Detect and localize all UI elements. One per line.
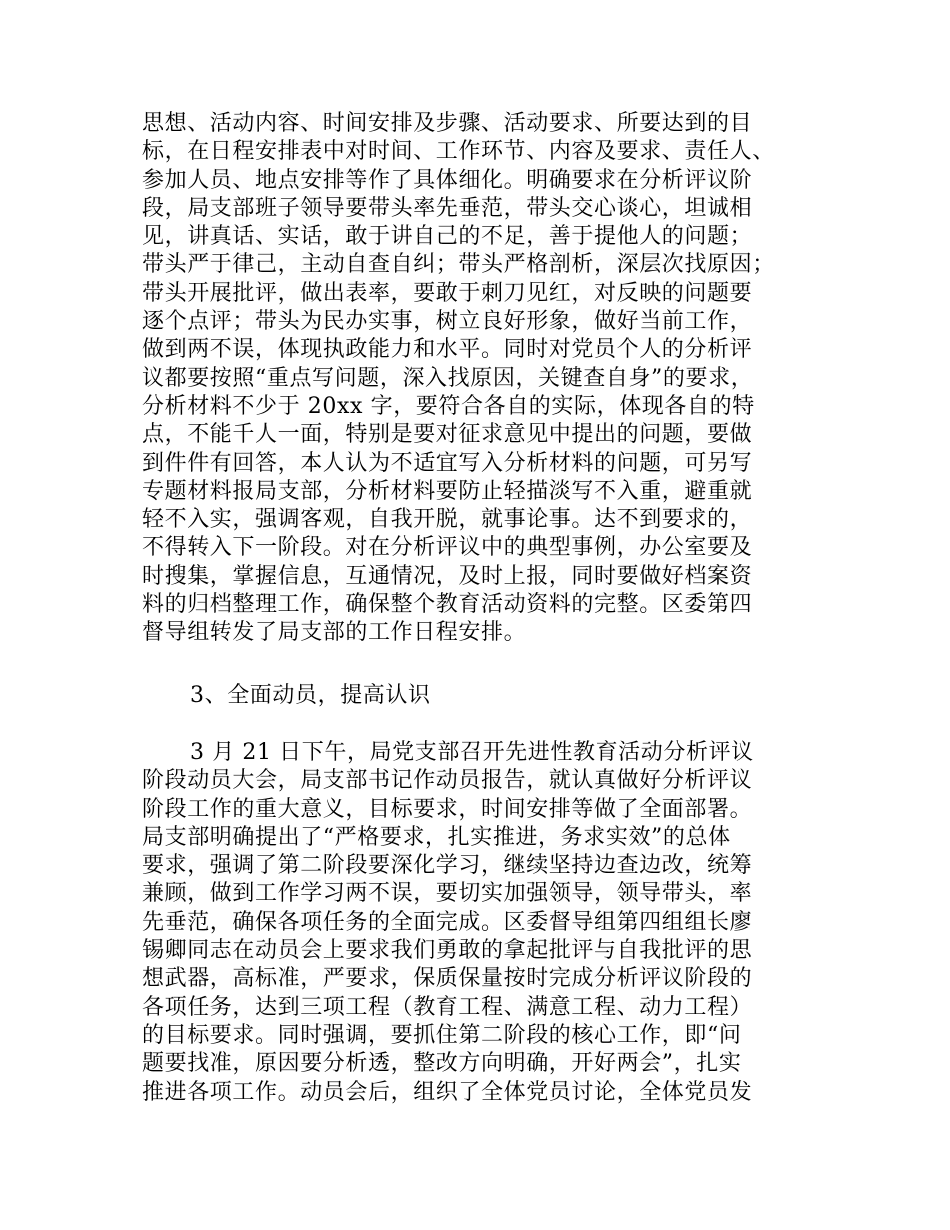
paragraph-line: 锡卿同志在动员会上要求我们勇敢的拿起批评与自我批评的思 [142, 938, 753, 964]
paragraph-line: 料的归档整理工作，确保整个教育活动资料的完整。区委第四 [142, 592, 753, 618]
paragraph-line: 要求，强调了第二阶段要深化学习，继续坚持边查边改，统筹 [142, 853, 753, 879]
paragraph-line: 的目标要求。同时强调，要抓住第二阶段的核心工作，即“问 [142, 1022, 742, 1048]
paragraph-line: 督导组转发了局支部的工作日程安排。 [142, 620, 527, 646]
paragraph-line: 兼顾，做到工作学习两不误，要切实加强领导，领导带头，率 [142, 881, 753, 907]
paragraph-line: 见，讲真话、实话，敢于讲自己的不足，善于提他人的问题； [142, 224, 753, 250]
paragraph-line: 专题材料报局支部，分析材料要防止轻描淡写不入重，避重就 [142, 478, 753, 504]
paragraph-line: 带头开展批评，做出表率，要敢于刺刀见红，对反映的问题要 [142, 280, 753, 306]
paragraph-line: 议都要按照“重点写问题，深入找原因，关键查自身”的要求， [142, 365, 754, 391]
heading-text: 3、全面动员，提高认识 [190, 683, 431, 708]
paragraph-line: 轻不入实，强调客观，自我开脱，就事论事。达不到要求的， [142, 507, 753, 533]
paragraph-line: 想武器，高标准，严要求，保质保量按时完成分析评议阶段的 [142, 966, 753, 992]
paragraph-line: 到件件有回答，本人认为不适宜写入分析材料的问题，可另写 [142, 450, 753, 476]
paragraph-line: 题要找准，原因要分析透，整改方向明确，开好两会”，扎实 [142, 1051, 742, 1077]
paragraph-line: 带头严于律己，主动自查自纠；带头严格剖析，深层次找原因； [142, 252, 775, 278]
paragraph-2 [142, 739, 822, 1107]
paragraph-line: 推进各项工作。动员会后，组织了全体党员讨论，全体党员发 [142, 1079, 753, 1105]
paragraph-line: 参加人员、地点安排等作了具体细化。明确要求在分析评议阶 [142, 167, 753, 193]
paragraph-line: 标，在日程安排表中对时间、工作环节、内容及要求、责任人、 [142, 139, 775, 165]
paragraph-1 [142, 110, 822, 648]
paragraph-line: 做到两不误，体现执政能力和水平。同时对党员个人的分析评 [142, 337, 753, 363]
paragraph-line: 段，局支部班子领导要带头率先垂范，带头交心谈心，坦诚相 [142, 195, 753, 221]
paragraph-line: 时搜集，掌握信息，互通情况，及时上报，同时要做好档案资 [142, 563, 753, 589]
paragraph-line: 点，不能千人一面，特别是要对征求意见中提出的问题，要做 [142, 422, 753, 448]
paragraph-line: 各项任务，达到三项工程（教育工程、满意工程、动力工程） [142, 994, 753, 1020]
paragraph-line: 先垂范，确保各项任务的全面完成。区委督导组第四组组长廖 [142, 909, 753, 935]
paragraph-line: 阶段工作的重大意义，目标要求，时间安排等做了全面部署。 [142, 796, 753, 822]
section-heading [190, 682, 870, 710]
paragraph-line: 3 月 21 日下午，局党支部召开先进性教育活动分析评议 [190, 740, 754, 765]
paragraph-line: 不得转入下一阶段。对在分析评议中的典型事例，办公室要及 [142, 535, 753, 561]
paragraph-line: 分析材料不少于 20xx 字，要符合各自的实际，体现各自的特 [142, 393, 755, 419]
paragraph-line: 阶段动员大会，局支部书记作动员报告，就认真做好分析评议 [142, 768, 753, 794]
paragraph-line: 局支部明确提出了“严格要求，扎实推进，务求实效”的总体 [142, 824, 731, 850]
paragraph-line: 逐个点评；带头为民办实事，树立良好形象，做好当前工作， [142, 309, 753, 335]
paragraph-line: 思想、活动内容、时间安排及步骤、活动要求、所要达到的目 [142, 111, 753, 136]
